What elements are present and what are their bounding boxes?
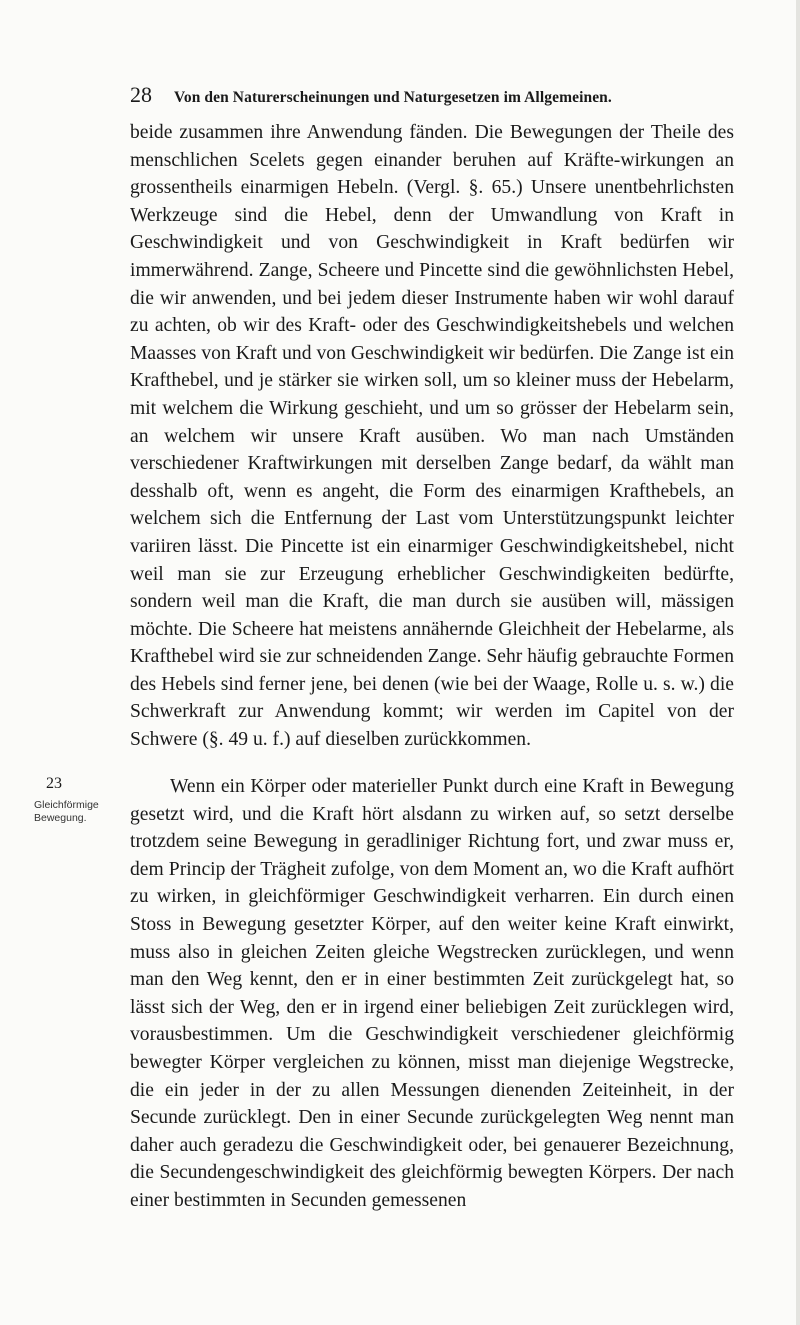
page-number: 28 <box>130 82 152 107</box>
paragraph-2: Wenn ein Körper oder materieller Punkt durch eine Kraft in Bewegung gesetzt wird, und die Kraft hört alsdann zu wirken auf, so setzt derselbe trotzdem seine Bewegung in geradliniger Richtung fort, und zwar muss er, dem Princip der Trägheit zufolge, von dem Moment an, wo die Kraft aufhört zu wirken, in gleichförmiger Geschwindigkeit verharren. Ein durch einen Stoss in Bewegung gesetzter Körper, auf den weiter keine Kraft einwirkt, muss also in gleichen Zeiten gleiche Wegstrecken zurücklegen, und wenn man den Weg kennt, den er in einer bestimmten Zeit zurückgelegt hat, so lässt sich der Weg, den er in irgend einer beliebigen Zeit zurücklegen wird, vorausbestimmen. Um die Geschwindigkeit verschiedener gleichförmig bewegter Körper vergleichen zu können, misst man diejenige Wegstrecke, die ein jeder in der zu allen Messungen dienenden Zeiteinheit, in der Secunde zurücklegt. Den in einer Secunde zurückgelegten Weg nennt man daher auch geradezu die Geschwindigkeit oder, bei genauerer Bezeichnung, die Secundengeschwindigkeit des gleichförmig bewegten Körpers. Der nach einer bestimmten in Secunden gemessenen <box>130 776 734 1211</box>
margin-note-line-1: Gleichförmige <box>34 799 99 811</box>
margin-note-line-2: Bewegung. <box>34 812 87 824</box>
margin-note <box>34 799 126 825</box>
section-number: 23 <box>46 775 62 792</box>
page-edge <box>796 0 800 1325</box>
paragraph-1: beide zusammen ihre Anwendung fänden. Die Bewegungen der Theile des menschlichen Scelets gegen einander beruhen auf Kräfte-wirkungen an grossentheils einarmigen Hebeln. (Vergl. §. 65.) Unsere unentbehrlichsten Werkzeuge sind die Hebel, denn der Umwandlung von Kraft in Geschwindigkeit und von Geschwindigkeit in Kraft bedürfen wir immerwährend. Zange, Scheere und Pincette sind die gewöhnlichsten Hebel, die wir anwenden, und bei jedem dieser Instrumente haben wir wohl darauf zu achten, ob wir des Kraft- oder des Geschwindigkeitshebels und welchen Maasses von Kraft und von Geschwindigkeit wir bedürfen. Die Zange ist ein Krafthebel, und je stärker sie wirken soll, um so kleiner muss der Hebelarm, mit welchem die Wirkung geschieht, und um so grösser der Hebelarm sein, an welchem wir unsere Kraft ausüben. Wo man nach Umständen verschiedener Kraftwirkungen mit derselben Zange bedarf, da wählt man desshalb oft, wenn es angeht, die Form des einarmigen Krafthebels, an welchem sich die Entfernung der Last vom Unterstützungspunkt leichter variiren lässt. Die Pincette ist ein einarmiger Geschwindigkeitshebel, nicht weil man sie zur Erzeugung erheblicher Geschwindigkeiten bedürfte, sondern weil man die Kraft, die man durch sie ausüben will, mässigen möchte. Die Scheere hat meistens annähernde Gleichheit der Hebelarme, als Krafthebel wird sie zur schneidenden Zange. Sehr häufig gebrauchte Formen des Hebels sind ferner jene, bei denen (wie bei der Waage, Rolle u. s. w.) die Schwerkraft zur Anwendung kommt; wir werden im Capitel von der Schwere (§. 49 u. f.) auf dieselben zurückkommen. <box>130 122 734 751</box>
running-head <box>130 82 730 108</box>
running-head-title: Von den Naturerscheinungen und Naturgesetzen im Allgemeinen. <box>174 89 612 106</box>
